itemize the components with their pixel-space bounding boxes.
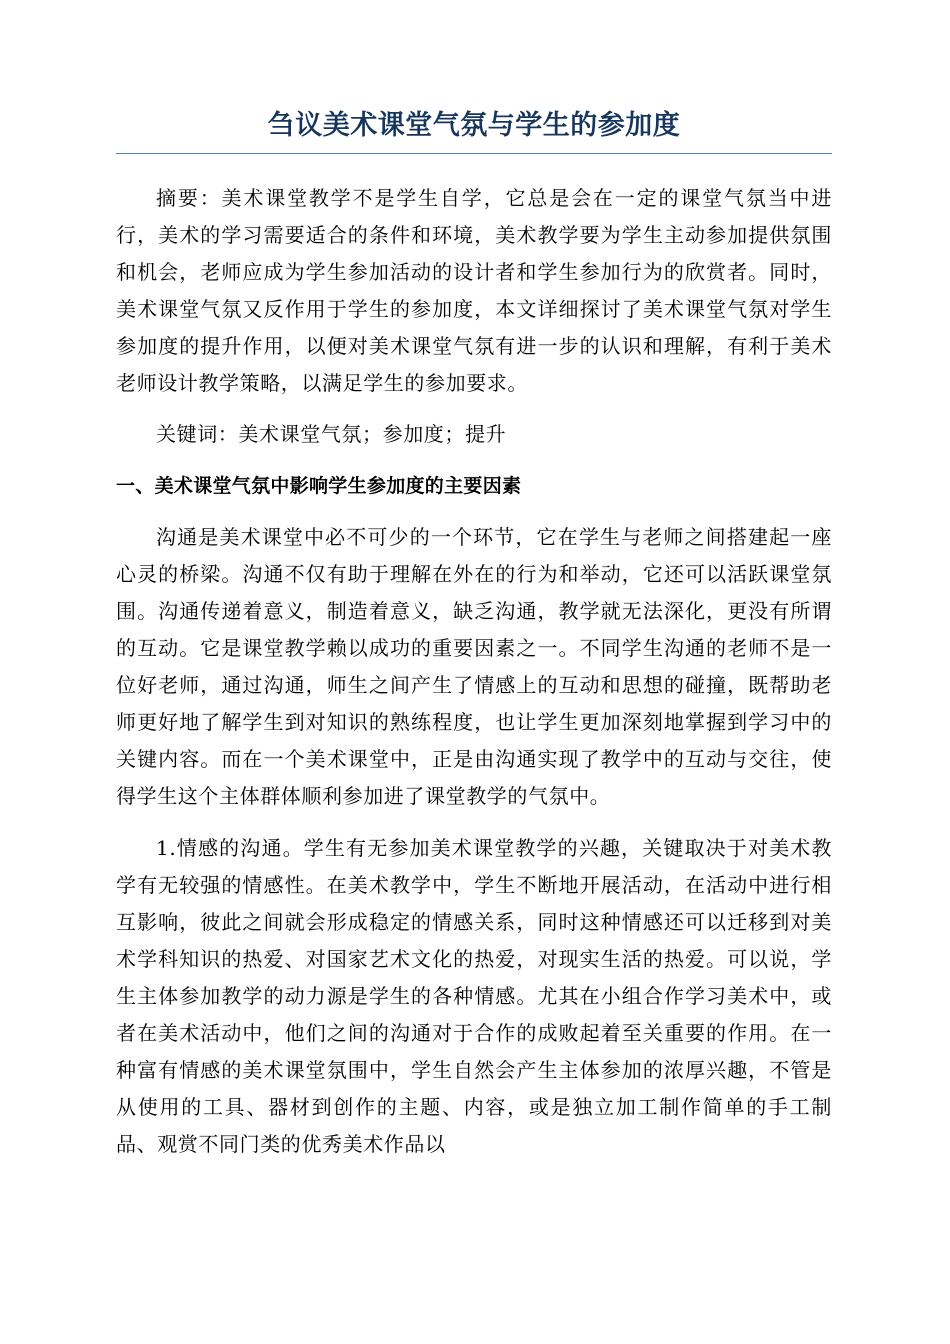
abstract-paragraph: 摘要：美术课堂教学不是学生自学，它总是会在一定的课堂气氛当中进行，美术的学习需要适合的条件和环境，美术教学要为学生主动参加提供氛围和机会，老师应成为学生参加活动的设计者和学生参加行为的欣赏者。同时，美术课堂气氛又反作用于学生的参加度，本文详细探讨了美术课堂气氛对学生参加度的提升作用，以便对美术课堂气氛有进一步的认识和理解，有利于美术老师设计教学策略，以满足学生的参加要求。	[116, 186, 832, 395]
keywords-line: 关键词：美术课堂气氛；参加度；提升	[156, 422, 507, 446]
body-paragraph-emotional-communication: 1.情感的沟通。学生有无参加美术课堂教学的兴趣，关键取决于对美术教学有无较强的情感性。在美术教学中，学生不断地开展活动，在活动中进行相互影响，彼此之间就会形成稳定的情感关系，同时这种情感还可以迁移到对美术学科知识的热爱、对国家艺术文化的热爱，对现实生活的热爱。可以说，学生主体参加教学的动力源是学生的各种情感。尤其在小组合作学习美术中，或者在美术活动中，他们之间的沟通对于合作的成败起着至关重要的作用。在一种富有情感的美术课堂氛围中，学生自然会产生主体参加的浓厚兴趣，不管是从使用的工具、器材到创作的主题、内容，或是独立加工制作简单的手工制品、观赏不同门类的优秀美术作品以	[116, 836, 832, 1156]
section-heading: 一、美术课堂气氛中影响学生参加度的主要因素	[116, 475, 522, 497]
body-paragraph-communication: 沟通是美术课堂中必不可少的一个环节，它在学生与老师之间搭建起一座心灵的桥梁。沟通不仅有助于理解在外在的行为和举动，它还可以活跃课堂氛围。沟通传递着意义，制造着意义，缺乏沟通，教学就无法深化，更没有所谓的互动。它是课堂教学赖以成功的重要因素之一。不同学生沟通的老师不是一位好老师，通过沟通，师生之间产生了情感上的互动和思想的碰撞，既帮助老师更好地了解学生到对知识的熟练程度，也让学生更加深刻地掌握到学习中的关键内容。而在一个美术课堂中，正是由沟通实现了教学中的互动与交往，使得学生这个主体群体顺利参加进了课堂教学的气氛中。	[116, 525, 832, 808]
document-title: 刍议美术课堂气氛与学生的参加度	[116, 106, 832, 154]
document-content	[116, 106, 832, 1163]
